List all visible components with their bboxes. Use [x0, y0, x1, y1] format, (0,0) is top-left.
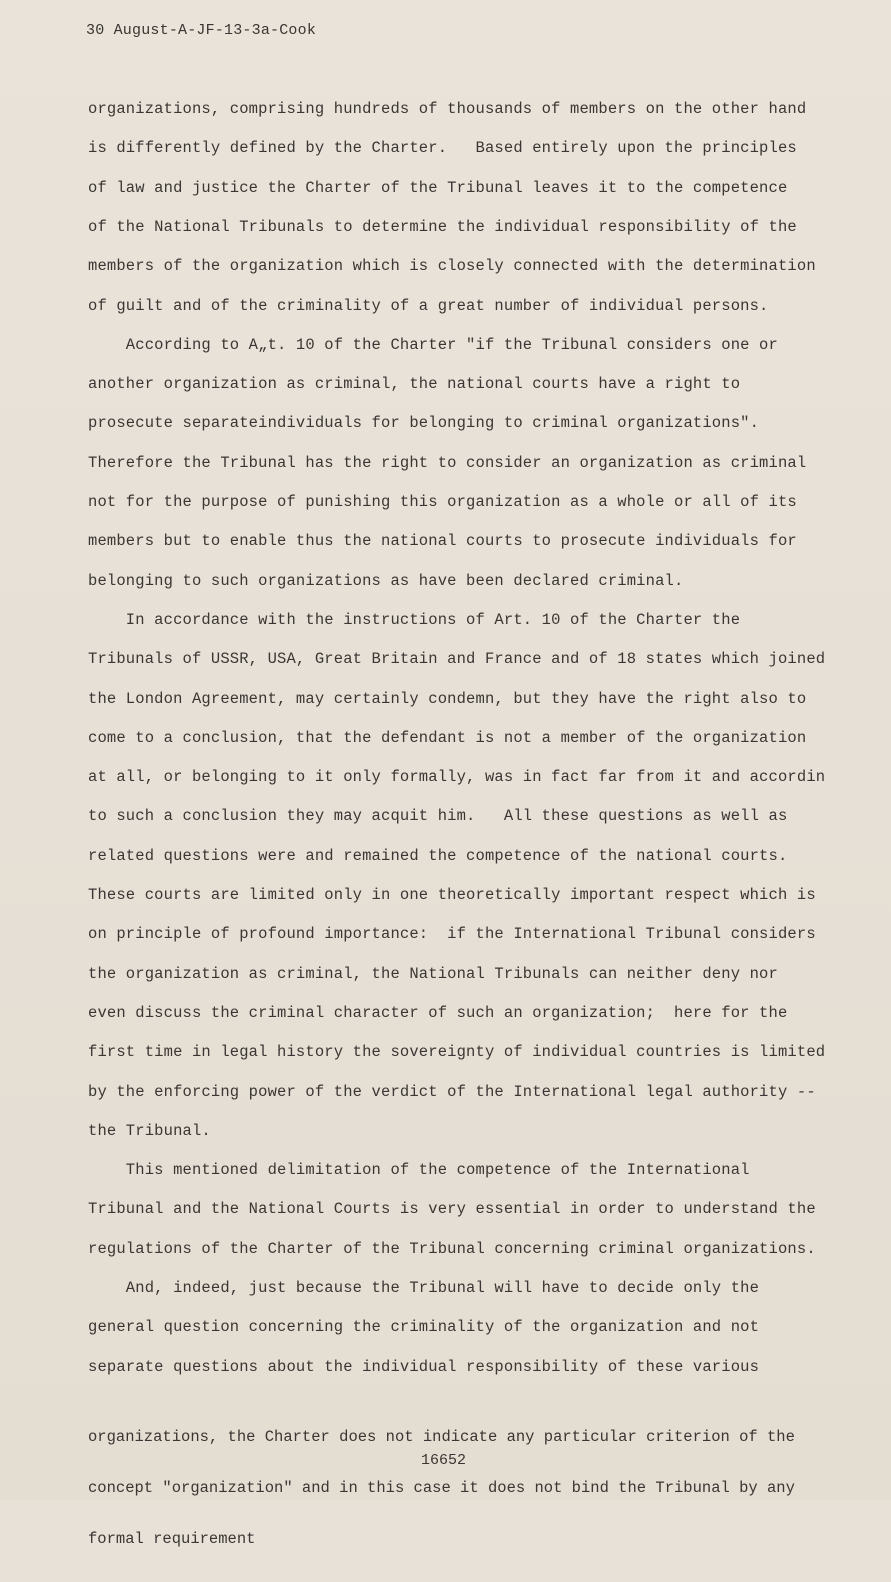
text-line: regulations of the Charter of the Tribunal concerning criminal organizations. — [88, 1239, 816, 1258]
text-line: This mentioned delimitation of the competence of the International — [88, 1161, 750, 1180]
text-line: on principle of profound importance: if the International Tribunal considers — [88, 925, 816, 944]
text-line: of guilt and of the criminality of a great number of individual persons. — [88, 296, 769, 315]
text-line: related questions were and remained the competence of the national courts. — [88, 846, 788, 865]
text-line: These courts are limited only in one theoretically important respect which is — [88, 886, 816, 904]
text-line: members of the organization which is closely connected with the determination — [88, 257, 816, 276]
text-line: belonging to such organizations as have been declared criminal. — [88, 571, 684, 590]
page-number: 16652 — [421, 1452, 467, 1469]
text-line: And, indeed, just because the Tribunal will have to decide only the — [88, 1279, 760, 1297]
text-line: another organization as criminal, the national courts have a right to — [88, 375, 741, 394]
page-header: 30 August-A-JF-13-3a-Cook — [86, 22, 317, 39]
text-line: Tribunals of USSR, USA, Great Britain and France and of 18 states which joined — [88, 650, 826, 669]
text-line: even discuss the criminal character of such an organization; here for the — [88, 1003, 788, 1022]
text-line: to such a conclusion they may acquit him. All these questions as well as — [88, 807, 788, 826]
text-line: the Tribunal. — [88, 1121, 211, 1140]
text-line: concept "organization" and in this case it does not bind the Tribunal by any — [88, 1479, 795, 1497]
text-line: the London Agreement, may certainly condemn, but they have the right also to — [88, 689, 807, 708]
text-line: at all, or belonging to it only formally, was in fact far from it and accordin — [88, 768, 826, 787]
text-line: general question concerning the criminality of the organization and not — [88, 1318, 760, 1337]
text-line: According to A„t. 10 of the Charter "if the Tribunal considers one or — [88, 335, 778, 354]
text-line: formal requirement — [88, 1530, 256, 1548]
text-line: by the enforcing power of the verdict of the International legal authority -- — [88, 1082, 816, 1101]
text-line: organizations, comprising hundreds of thousands of members on the other hand — [88, 100, 807, 118]
text-line: the organization as criminal, the National Tribunals can neither deny nor — [88, 964, 778, 983]
text-line: Therefore the Tribunal has the right to consider an organization as criminal — [88, 453, 807, 472]
text-line: organizations, the Charter does not indicate any particular criterion of the — [88, 1428, 795, 1446]
text-line: In accordance with the instructions of Art. 10 of the Charter the — [88, 610, 741, 629]
body-text-tail — [88, 1395, 795, 1582]
text-line: not for the purpose of punishing this organization as a whole or all of its — [88, 493, 797, 511]
text-line: members but to enable thus the national courts to prosecute individuals for — [88, 532, 797, 551]
text-line: of law and justice the Charter of the Tribunal leaves it to the competence — [88, 178, 788, 197]
text-line: prosecute separateindividuals for belonging to criminal organizations". — [88, 414, 760, 433]
text-line: is differently defined by the Charter. Based entirely upon the principles — [88, 139, 797, 158]
text-line: first time in legal history the sovereignty of individual countries is limited — [88, 1043, 826, 1062]
text-line: separate questions about the individual responsibility of these various — [88, 1357, 760, 1376]
text-line: Tribunal and the National Courts is very essential in order to understand the — [88, 1200, 816, 1219]
text-line: of the National Tribunals to determine the individual responsibility of the — [88, 217, 797, 236]
text-line: come to a conclusion, that the defendant is not a member of the organization — [88, 728, 807, 747]
